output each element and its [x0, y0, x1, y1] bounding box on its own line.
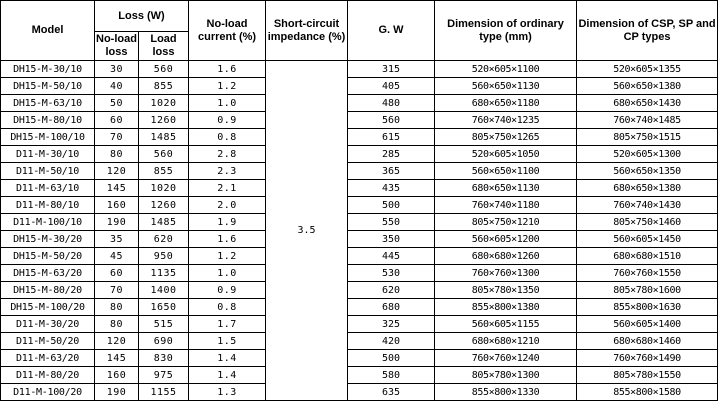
cell-dimension-ordinary: 680×680×1260: [435, 248, 577, 265]
cell-no-load-loss: 80: [95, 316, 139, 333]
cell-load-loss: 1155: [139, 384, 189, 401]
cell-gw: 480: [348, 95, 435, 112]
table-row: [1, 197, 718, 214]
cell-gw: 680: [348, 299, 435, 316]
cell-no-load-current: 1.2: [189, 248, 266, 265]
cell-no-load-loss: 50: [95, 95, 139, 112]
cell-dimension-ordinary: 760×760×1300: [435, 265, 577, 282]
cell-load-loss: 830: [139, 350, 189, 367]
cell-gw: 435: [348, 180, 435, 197]
cell-load-loss: 1485: [139, 129, 189, 146]
cell-gw: 315: [348, 61, 435, 78]
table-row: [1, 95, 718, 112]
cell-no-load-current: 1.3: [189, 384, 266, 401]
cell-no-load-current: 1.7: [189, 316, 266, 333]
cell-load-loss: 975: [139, 367, 189, 384]
cell-dimension-ordinary: 680×650×1180: [435, 95, 577, 112]
cell-gw: 445: [348, 248, 435, 265]
table-row: [1, 384, 718, 401]
table-row: [1, 129, 718, 146]
table-row: [1, 248, 718, 265]
cell-dimension-csp: 760×740×1430: [577, 197, 718, 214]
cell-no-load-current: 0.9: [189, 112, 266, 129]
cell-no-load-loss: 120: [95, 163, 139, 180]
cell-load-loss: 1650: [139, 299, 189, 316]
table-row: [1, 61, 718, 78]
cell-no-load-loss: 80: [95, 146, 139, 163]
table-row: [1, 146, 718, 163]
cell-dimension-ordinary: 805×780×1350: [435, 282, 577, 299]
cell-no-load-loss: 190: [95, 384, 139, 401]
table-row: [1, 112, 718, 129]
cell-gw: 405: [348, 78, 435, 95]
cell-gw: 325: [348, 316, 435, 333]
cell-load-loss: 855: [139, 163, 189, 180]
cell-gw: 580: [348, 367, 435, 384]
cell-dimension-ordinary: 805×750×1210: [435, 214, 577, 231]
cell-no-load-current: 1.6: [189, 231, 266, 248]
cell-dimension-csp: 560×650×1380: [577, 78, 718, 95]
cell-dimension-csp: 805×750×1515: [577, 129, 718, 146]
cell-no-load-current: 1.9: [189, 214, 266, 231]
cell-no-load-loss: 70: [95, 129, 139, 146]
cell-no-load-current: 1.4: [189, 367, 266, 384]
cell-model: D11-M-100/10: [1, 214, 95, 231]
cell-dimension-ordinary: 855×800×1330: [435, 384, 577, 401]
header-dimension-csp: Dimension of CSP, SP and CP types: [577, 1, 718, 61]
cell-no-load-current: 1.4: [189, 350, 266, 367]
cell-model: DH15-M-50/10: [1, 78, 95, 95]
cell-gw: 550: [348, 214, 435, 231]
cell-gw: 350: [348, 231, 435, 248]
cell-gw: 500: [348, 197, 435, 214]
cell-no-load-current: 1.6: [189, 61, 266, 78]
header-short-circuit-impedance: Short-circuit impedance (%): [266, 1, 348, 61]
cell-load-loss: 690: [139, 333, 189, 350]
cell-load-loss: 620: [139, 231, 189, 248]
cell-model: D11-M-50/10: [1, 163, 95, 180]
cell-no-load-loss: 145: [95, 180, 139, 197]
cell-load-loss: 1400: [139, 282, 189, 299]
cell-no-load-loss: 120: [95, 333, 139, 350]
cell-no-load-current: 1.5: [189, 333, 266, 350]
cell-gw: 500: [348, 350, 435, 367]
table-body: [1, 61, 718, 401]
cell-load-loss: 515: [139, 316, 189, 333]
cell-no-load-current: 0.9: [189, 282, 266, 299]
cell-model: D11-M-80/20: [1, 367, 95, 384]
table-row: [1, 231, 718, 248]
cell-no-load-loss: 160: [95, 367, 139, 384]
cell-model: D11-M-50/20: [1, 333, 95, 350]
cell-no-load-loss: 45: [95, 248, 139, 265]
cell-dimension-ordinary: 560×605×1200: [435, 231, 577, 248]
cell-dimension-ordinary: 680×650×1130: [435, 180, 577, 197]
cell-model: D11-M-30/10: [1, 146, 95, 163]
cell-dimension-ordinary: 805×780×1300: [435, 367, 577, 384]
header-no-load-loss: No-load loss: [95, 32, 139, 61]
cell-dimension-ordinary: 760×760×1240: [435, 350, 577, 367]
cell-model: D11-M-30/20: [1, 316, 95, 333]
cell-dimension-csp: 805×780×1600: [577, 282, 718, 299]
cell-gw: 530: [348, 265, 435, 282]
header-dimension-ordinary: Dimension of ordinary type (mm): [435, 1, 577, 61]
cell-short-circuit-impedance: 3.5: [266, 61, 348, 401]
cell-model: DH15-M-50/20: [1, 248, 95, 265]
cell-dimension-csp: 760×740×1485: [577, 112, 718, 129]
table-row: [1, 316, 718, 333]
header-gw: G. W: [348, 1, 435, 61]
cell-gw: 420: [348, 333, 435, 350]
cell-no-load-current: 2.1: [189, 180, 266, 197]
cell-gw: 560: [348, 112, 435, 129]
cell-dimension-ordinary: 760×740×1235: [435, 112, 577, 129]
cell-no-load-loss: 190: [95, 214, 139, 231]
cell-no-load-loss: 70: [95, 282, 139, 299]
cell-dimension-csp: 560×650×1350: [577, 163, 718, 180]
cell-dimension-csp: 805×750×1460: [577, 214, 718, 231]
cell-no-load-current: 2.0: [189, 197, 266, 214]
cell-no-load-current: 1.0: [189, 265, 266, 282]
cell-load-loss: 560: [139, 61, 189, 78]
table-row: [1, 214, 718, 231]
cell-no-load-loss: 60: [95, 265, 139, 282]
cell-no-load-loss: 40: [95, 78, 139, 95]
cell-dimension-ordinary: 520×605×1050: [435, 146, 577, 163]
cell-no-load-loss: 35: [95, 231, 139, 248]
cell-dimension-csp: 680×680×1510: [577, 248, 718, 265]
cell-model: DH15-M-30/20: [1, 231, 95, 248]
cell-gw: 615: [348, 129, 435, 146]
header-loss: Loss (W): [95, 1, 189, 32]
cell-model: DH15-M-63/10: [1, 95, 95, 112]
cell-dimension-ordinary: 855×800×1380: [435, 299, 577, 316]
cell-load-loss: 560: [139, 146, 189, 163]
cell-gw: 620: [348, 282, 435, 299]
cell-gw: 365: [348, 163, 435, 180]
header-model: Model: [1, 1, 95, 61]
cell-no-load-loss: 145: [95, 350, 139, 367]
cell-dimension-csp: 560×605×1400: [577, 316, 718, 333]
header-load-loss: Load loss: [139, 32, 189, 61]
cell-dimension-ordinary: 805×750×1265: [435, 129, 577, 146]
cell-model: DH15-M-30/10: [1, 61, 95, 78]
cell-dimension-csp: 855×800×1630: [577, 299, 718, 316]
table-row: [1, 163, 718, 180]
cell-gw: 285: [348, 146, 435, 163]
table-row: [1, 333, 718, 350]
cell-model: D11-M-100/20: [1, 384, 95, 401]
cell-dimension-csp: 855×800×1580: [577, 384, 718, 401]
cell-no-load-loss: 160: [95, 197, 139, 214]
table-row: [1, 180, 718, 197]
cell-no-load-current: 2.3: [189, 163, 266, 180]
cell-load-loss: 950: [139, 248, 189, 265]
cell-dimension-ordinary: 560×650×1100: [435, 163, 577, 180]
cell-dimension-ordinary: 680×680×1210: [435, 333, 577, 350]
cell-dimension-ordinary: 560×605×1155: [435, 316, 577, 333]
cell-model: DH15-M-100/10: [1, 129, 95, 146]
cell-load-loss: 1020: [139, 180, 189, 197]
cell-dimension-csp: 560×605×1450: [577, 231, 718, 248]
table-row: [1, 282, 718, 299]
table-row: [1, 78, 718, 95]
cell-dimension-csp: 760×760×1490: [577, 350, 718, 367]
table-row: [1, 299, 718, 316]
cell-dimension-csp: 680×650×1430: [577, 95, 718, 112]
cell-model: D11-M-63/10: [1, 180, 95, 197]
cell-no-load-current: 1.0: [189, 95, 266, 112]
cell-dimension-csp: 680×680×1460: [577, 333, 718, 350]
cell-dimension-csp: 680×650×1380: [577, 180, 718, 197]
cell-model: DH15-M-100/20: [1, 299, 95, 316]
cell-no-load-current: 0.8: [189, 129, 266, 146]
cell-load-loss: 1020: [139, 95, 189, 112]
cell-no-load-current: 2.8: [189, 146, 266, 163]
cell-load-loss: 1135: [139, 265, 189, 282]
cell-no-load-current: 1.2: [189, 78, 266, 95]
cell-dimension-ordinary: 520×605×1100: [435, 61, 577, 78]
cell-load-loss: 1485: [139, 214, 189, 231]
cell-model: DH15-M-63/20: [1, 265, 95, 282]
cell-dimension-ordinary: 560×650×1130: [435, 78, 577, 95]
cell-load-loss: 1260: [139, 112, 189, 129]
cell-model: D11-M-63/20: [1, 350, 95, 367]
cell-model: D11-M-80/10: [1, 197, 95, 214]
cell-model: DH15-M-80/20: [1, 282, 95, 299]
cell-no-load-loss: 80: [95, 299, 139, 316]
cell-dimension-ordinary: 760×740×1180: [435, 197, 577, 214]
cell-dimension-csp: 520×605×1355: [577, 61, 718, 78]
cell-dimension-csp: 805×780×1550: [577, 367, 718, 384]
cell-dimension-csp: 760×760×1550: [577, 265, 718, 282]
cell-no-load-loss: 30: [95, 61, 139, 78]
cell-load-loss: 855: [139, 78, 189, 95]
cell-no-load-current: 0.8: [189, 299, 266, 316]
cell-dimension-csp: 520×605×1300: [577, 146, 718, 163]
cell-load-loss: 1260: [139, 197, 189, 214]
header-no-load-current: No-load current (%): [189, 1, 266, 61]
cell-model: DH15-M-80/10: [1, 112, 95, 129]
cell-no-load-loss: 60: [95, 112, 139, 129]
table-row: [1, 265, 718, 282]
table-row: [1, 367, 718, 384]
cell-gw: 635: [348, 384, 435, 401]
table-row: [1, 350, 718, 367]
